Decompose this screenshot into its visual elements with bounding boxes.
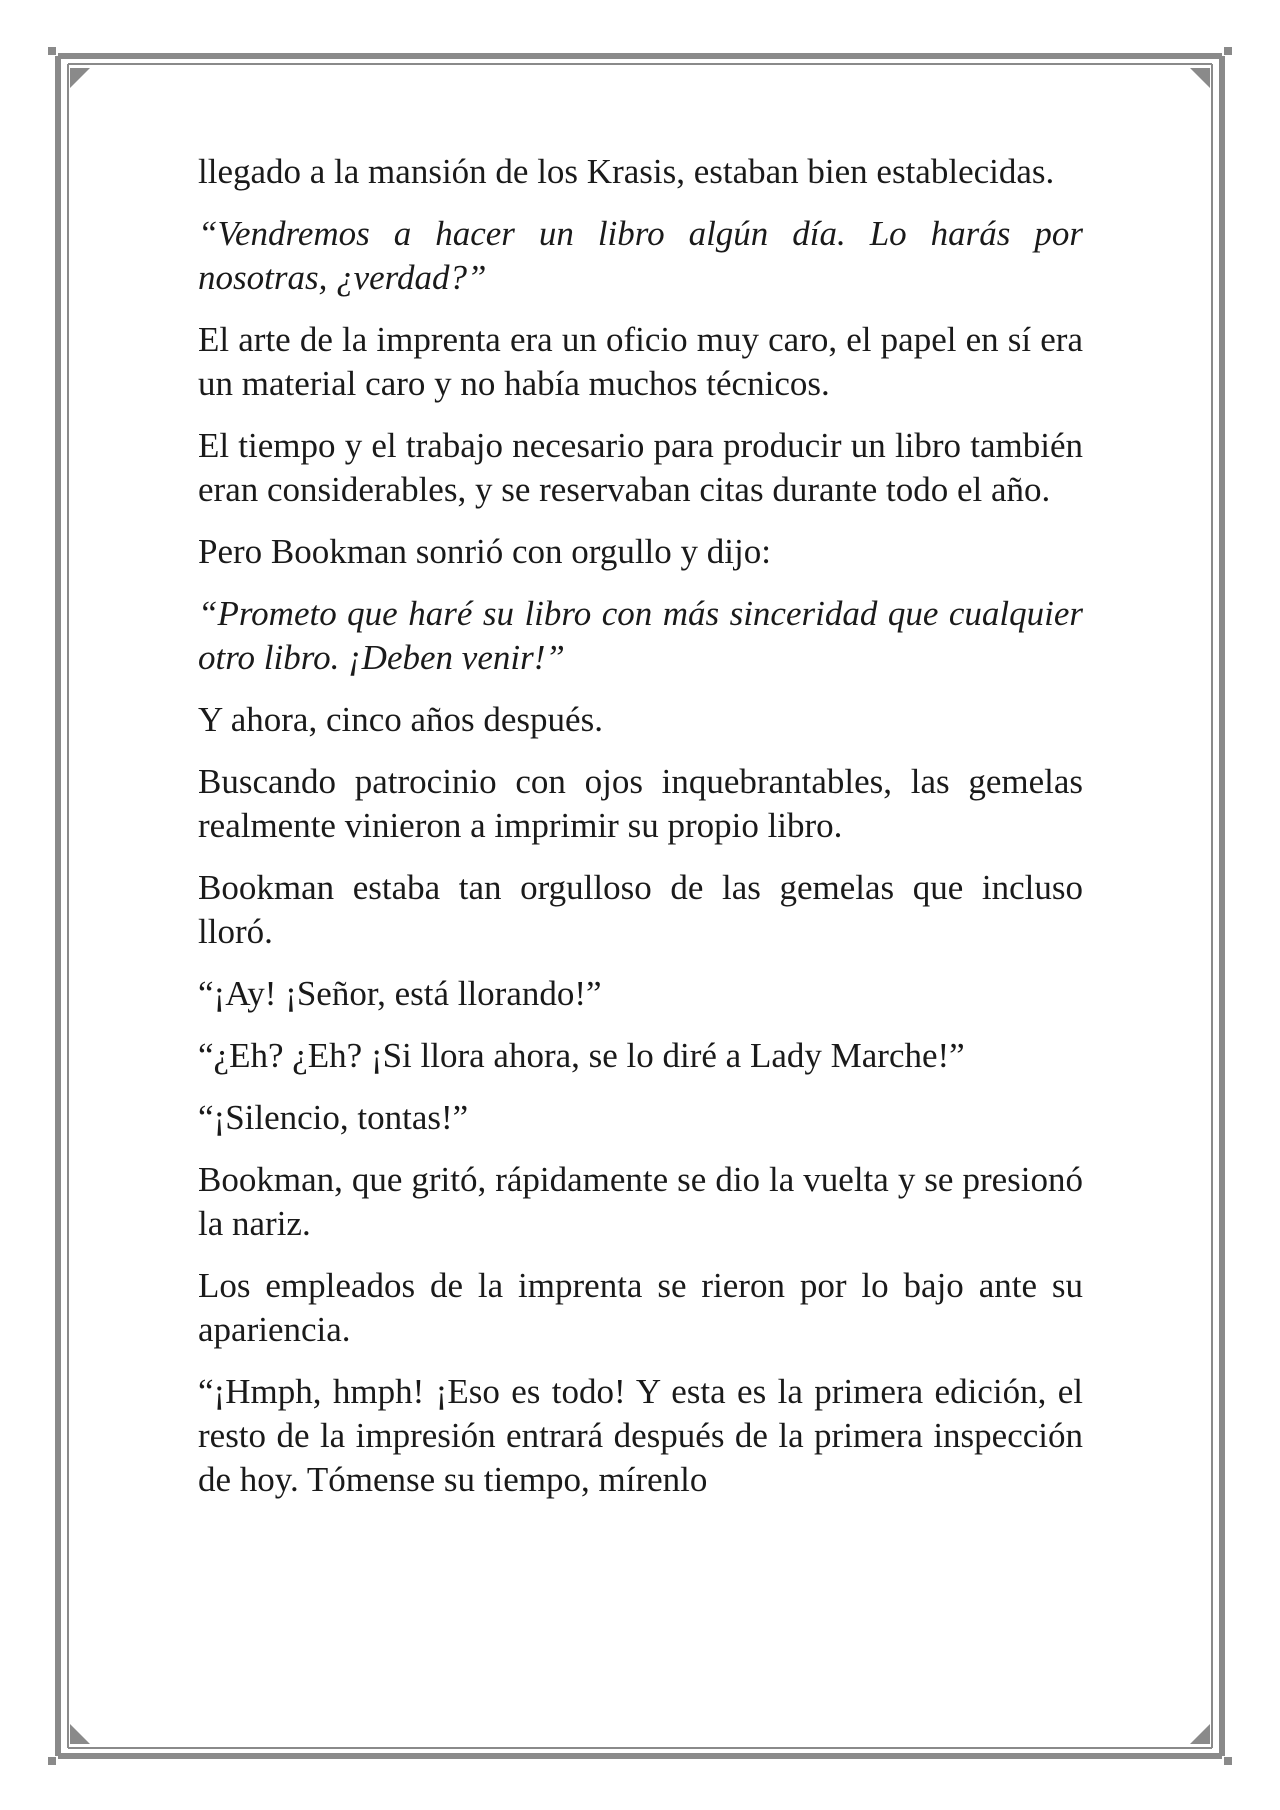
- corner-ornament-icon: [1190, 68, 1210, 88]
- paragraph-dialogue: “¡Hmph, hmph! ¡Eso es todo! Y esta es la primera edición, el resto de la impresión entrará después de la primera inspección de hoy. Tómense su tiempo, mírenlo: [198, 1372, 1083, 1499]
- paragraph: Buscando patrocinio con ojos inquebrantables, las gemelas realmente vinieron a imprimir su propio libro.: [198, 762, 1083, 845]
- paragraph-dialogue: “¿Eh? ¿Eh? ¡Si llora ahora, se lo diré a Lady Marche!”: [198, 1036, 965, 1075]
- paragraph: Bookman, que gritó, rápidamente se dio la vuelta y se presionó la nariz.: [198, 1160, 1083, 1243]
- paragraph-dialogue: “¡Ay! ¡Señor, está llorando!”: [198, 974, 602, 1013]
- paragraph: llegado a la mansión de los Krasis, estaban bien establecidas.: [198, 152, 1055, 191]
- paragraph: Pero Bookman sonrió con orgullo y dijo:: [198, 532, 771, 571]
- corner-ornament-icon: [1190, 1724, 1210, 1744]
- paragraph-dialogue: “¡Silencio, tontas!”: [198, 1098, 469, 1137]
- paragraph: El arte de la imprenta era un oficio muy caro, el papel en sí era un material caro y no había muchos técnicos.: [198, 320, 1083, 403]
- paragraph-quote: “Prometo que haré su libro con más sinceridad que cualquier otro libro. ¡Deben venir!”: [198, 594, 1083, 677]
- paragraph-quote: “Vendremos a hacer un libro algún día. Lo harás por nosotras, ¿verdad?”: [198, 214, 1083, 297]
- paragraph: Bookman estaba tan orgulloso de las gemelas que incluso lloró.: [198, 868, 1083, 951]
- paragraph: Los empleados de la imprenta se rieron por lo bajo ante su apariencia.: [198, 1266, 1083, 1349]
- corner-ornament-icon: [70, 68, 90, 88]
- paragraph: Y ahora, cinco años después.: [198, 700, 603, 739]
- paragraph: El tiempo y el trabajo necesario para producir un libro también eran considerables, y se reservaban citas durante todo el año.: [198, 426, 1083, 509]
- corner-ornament-icon: [70, 1724, 90, 1744]
- page-body: [198, 150, 1083, 1520]
